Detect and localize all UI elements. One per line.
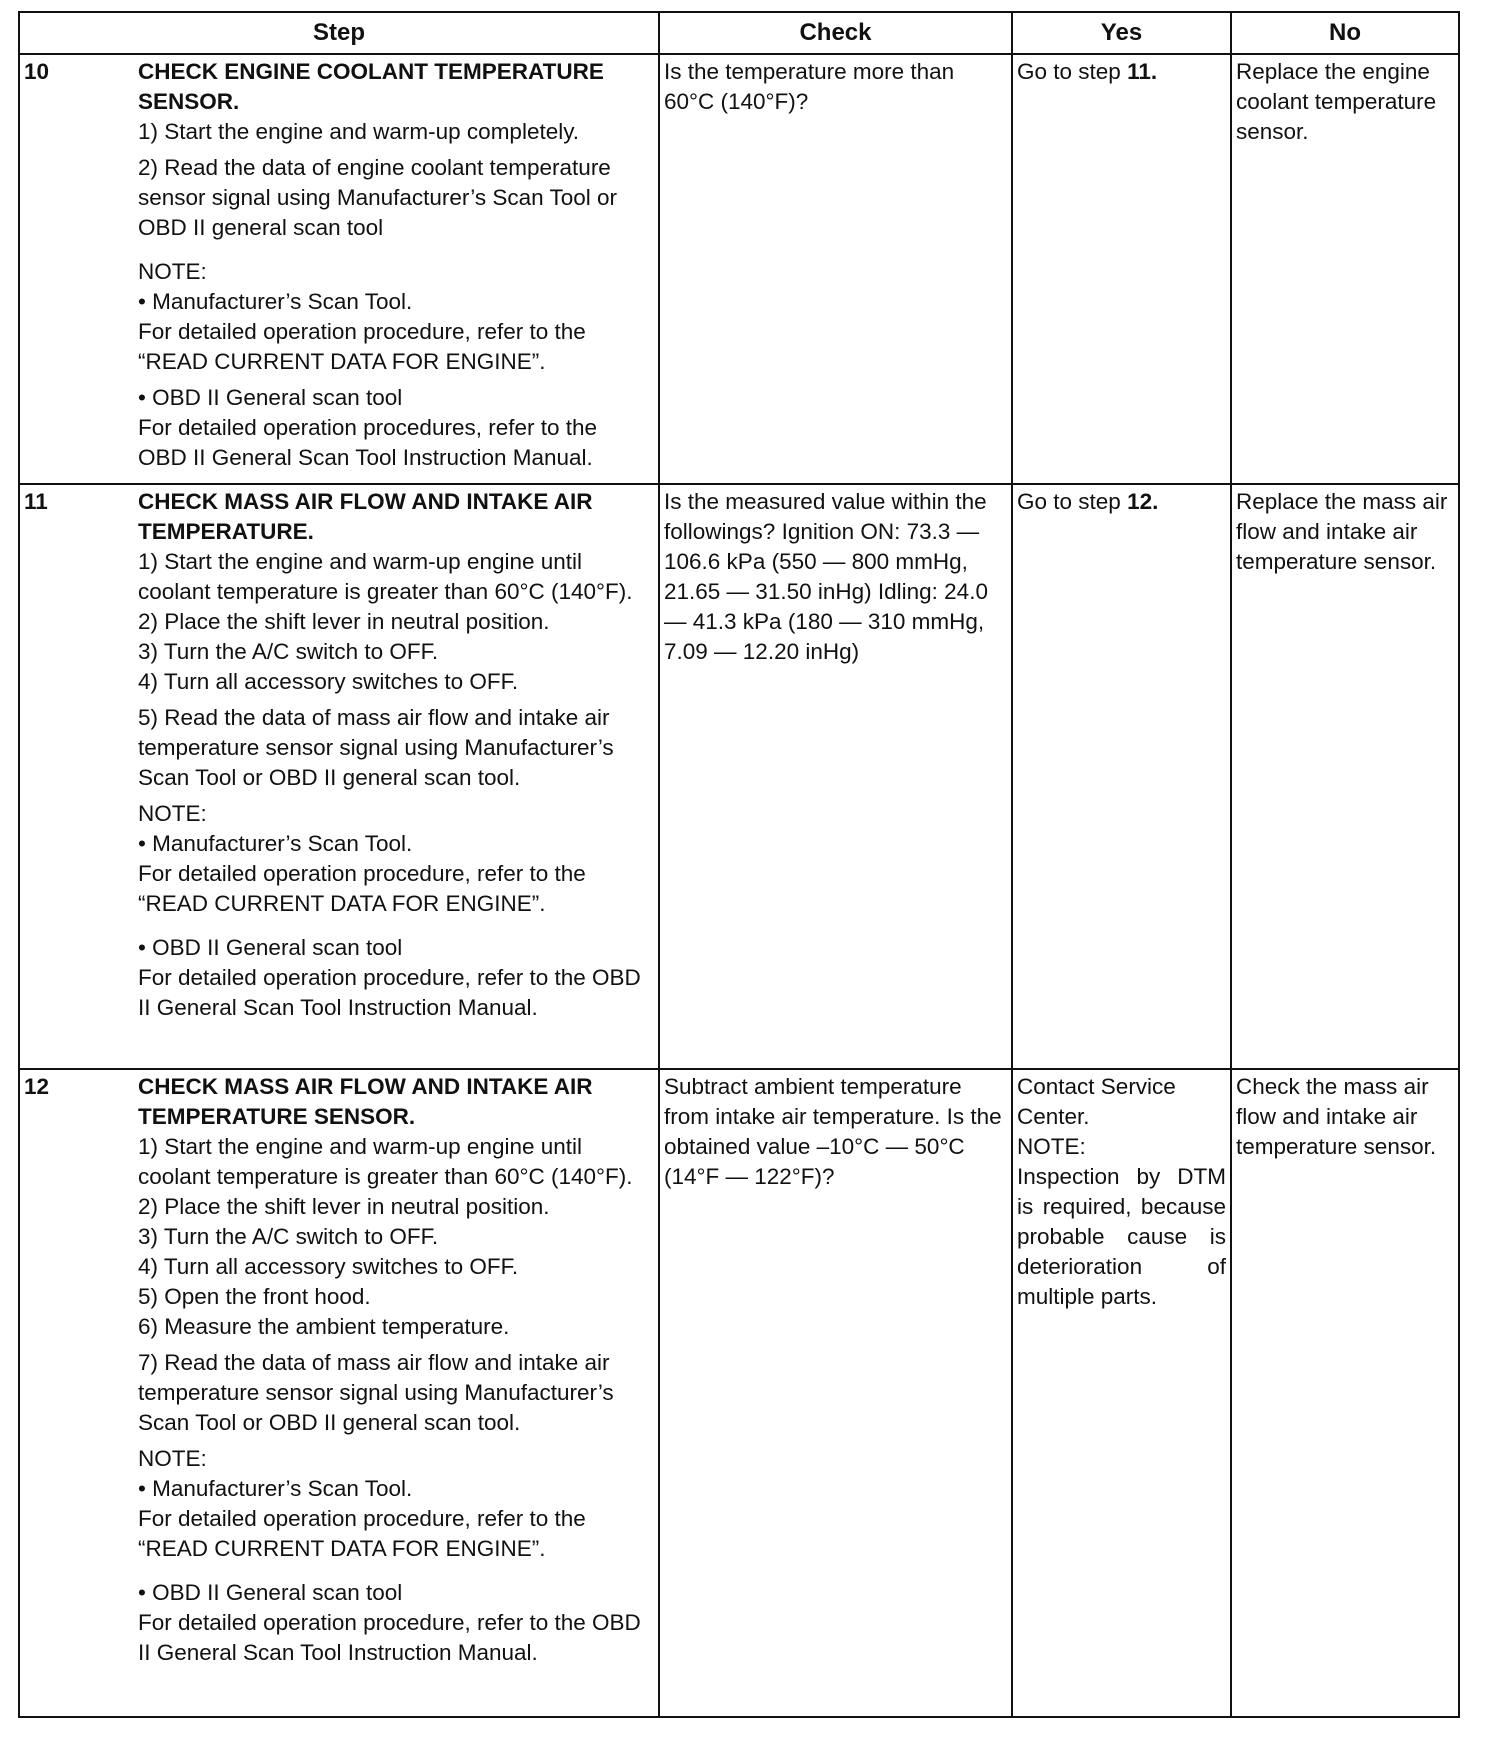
note-text: For detailed operation procedure, refer to the OBD II General Scan Tool Instruction Manual. [138,1610,641,1665]
note-bullet: • OBD II General scan tool [138,933,652,963]
step-item: 1) Start the engine and warm-up engine until coolant temperature is greater than 60°C (140°F). [138,549,633,604]
table-row-10 [19,54,1459,484]
table-row-11 [19,484,1459,1069]
step-item: 5) Open the front hood. [138,1284,371,1309]
note-text: For detailed operation procedure, refer to the “READ CURRENT DATA FOR ENGINE”. [138,861,586,916]
step-item: 5) Read the data of mass air flow and intake air temperature sensor signal using Manufacturer’s Scan Tool or OBD II general scan tool. [138,705,614,790]
yes-note: Inspection by DTM is required, because probable cause is deterioration of multiple parts. [1017,1164,1226,1309]
note-text: For detailed operation procedure, refer to the OBD II General Scan Tool Instruction Manual. [138,965,641,1020]
step-number: 10 [24,59,50,84]
yes-prefix: Go to step [1017,489,1128,514]
note-bullet: • OBD II General scan tool [138,383,652,413]
note-text: For detailed operation procedure, refer to the “READ CURRENT DATA FOR ENGINE”. [138,319,586,374]
yes-prefix: Go to step [1017,59,1128,84]
yes-step-ref: 12. [1127,489,1159,514]
diagnosis-table [18,11,1460,1718]
table-row-12 [19,1069,1459,1717]
no-cell: Replace the engine coolant temperature sensor. [1231,54,1459,484]
yes-cell [1012,54,1231,484]
note-bullet: • Manufacturer’s Scan Tool. [138,287,652,317]
check-cell: Subtract ambient temperature from intake air temperature. Is the obtained value –10°C — 50°C (14°F — 122°F)? [659,1069,1012,1717]
table-header-row [19,12,1459,54]
header-check: Check [659,12,1012,54]
step-cell [19,1069,659,1717]
step-cell [19,484,659,1069]
note-text: For detailed operation procedures, refer to the OBD II General Scan Tool Instruction Manual. [138,415,598,470]
step-number: 12 [24,1074,50,1099]
yes-note-label: NOTE: [1017,1134,1086,1159]
step-title: CHECK MASS AIR FLOW AND INTAKE AIR TEMPERATURE SENSOR. [138,1074,593,1129]
step-item: 3) Turn the A/C switch to OFF. [138,1224,439,1249]
note-label: NOTE: [138,259,207,284]
yes-step-ref: 11. [1127,59,1158,84]
check-cell: Is the measured value within the followings? Ignition ON: 73.3 — 106.6 kPa (550 — 800 mmHg, 21.65 — 31.50 inHg) Idling: 24.0 — 41.3 kPa (180 — 310 mmHg, 7.09 — 12.20 inHg) [659,484,1012,1069]
step-item: 2) Read the data of engine coolant temperature sensor signal using Manufacturer’s Scan Tool or OBD II general scan tool [138,155,618,240]
yes-cell [1012,1069,1231,1717]
note-text: For detailed operation procedure, refer to the “READ CURRENT DATA FOR ENGINE”. [138,1506,586,1561]
step-item: 1) Start the engine and warm-up completely. [138,119,580,144]
note-bullet: • Manufacturer’s Scan Tool. [138,1474,652,1504]
step-item: 7) Read the data of mass air flow and intake air temperature sensor signal using Manufacturer’s Scan Tool or OBD II general scan tool. [138,1350,614,1435]
step-item: 4) Turn all accessory switches to OFF. [138,669,519,694]
no-cell: Replace the mass air flow and intake air temperature sensor. [1231,484,1459,1069]
step-item: 4) Turn all accessory switches to OFF. [138,1254,519,1279]
step-item: 3) Turn the A/C switch to OFF. [138,639,439,664]
step-number: 11 [24,489,48,514]
yes-text: Contact Service Center. [1017,1074,1176,1129]
no-cell: Check the mass air flow and intake air temperature sensor. [1231,1069,1459,1717]
step-item: 6) Measure the ambient temperature. [138,1314,510,1339]
note-label: NOTE: [138,1446,207,1471]
step-title: CHECK MASS AIR FLOW AND INTAKE AIR TEMPERATURE. [138,489,593,544]
header-step: Step [19,12,659,54]
yes-cell [1012,484,1231,1069]
header-yes: Yes [1012,12,1231,54]
step-item: 2) Place the shift lever in neutral position. [138,609,550,634]
note-bullet: • OBD II General scan tool [138,1578,652,1608]
note-label: NOTE: [138,801,207,826]
check-cell: Is the temperature more than 60°C (140°F)? [659,54,1012,484]
step-item: 2) Place the shift lever in neutral position. [138,1194,550,1219]
step-cell [19,54,659,484]
note-bullet: • Manufacturer’s Scan Tool. [138,829,652,859]
step-title: CHECK ENGINE COOLANT TEMPERATURE SENSOR. [138,59,604,114]
header-no: No [1231,12,1459,54]
step-item: 1) Start the engine and warm-up engine until coolant temperature is greater than 60°C (140°F). [138,1134,633,1189]
